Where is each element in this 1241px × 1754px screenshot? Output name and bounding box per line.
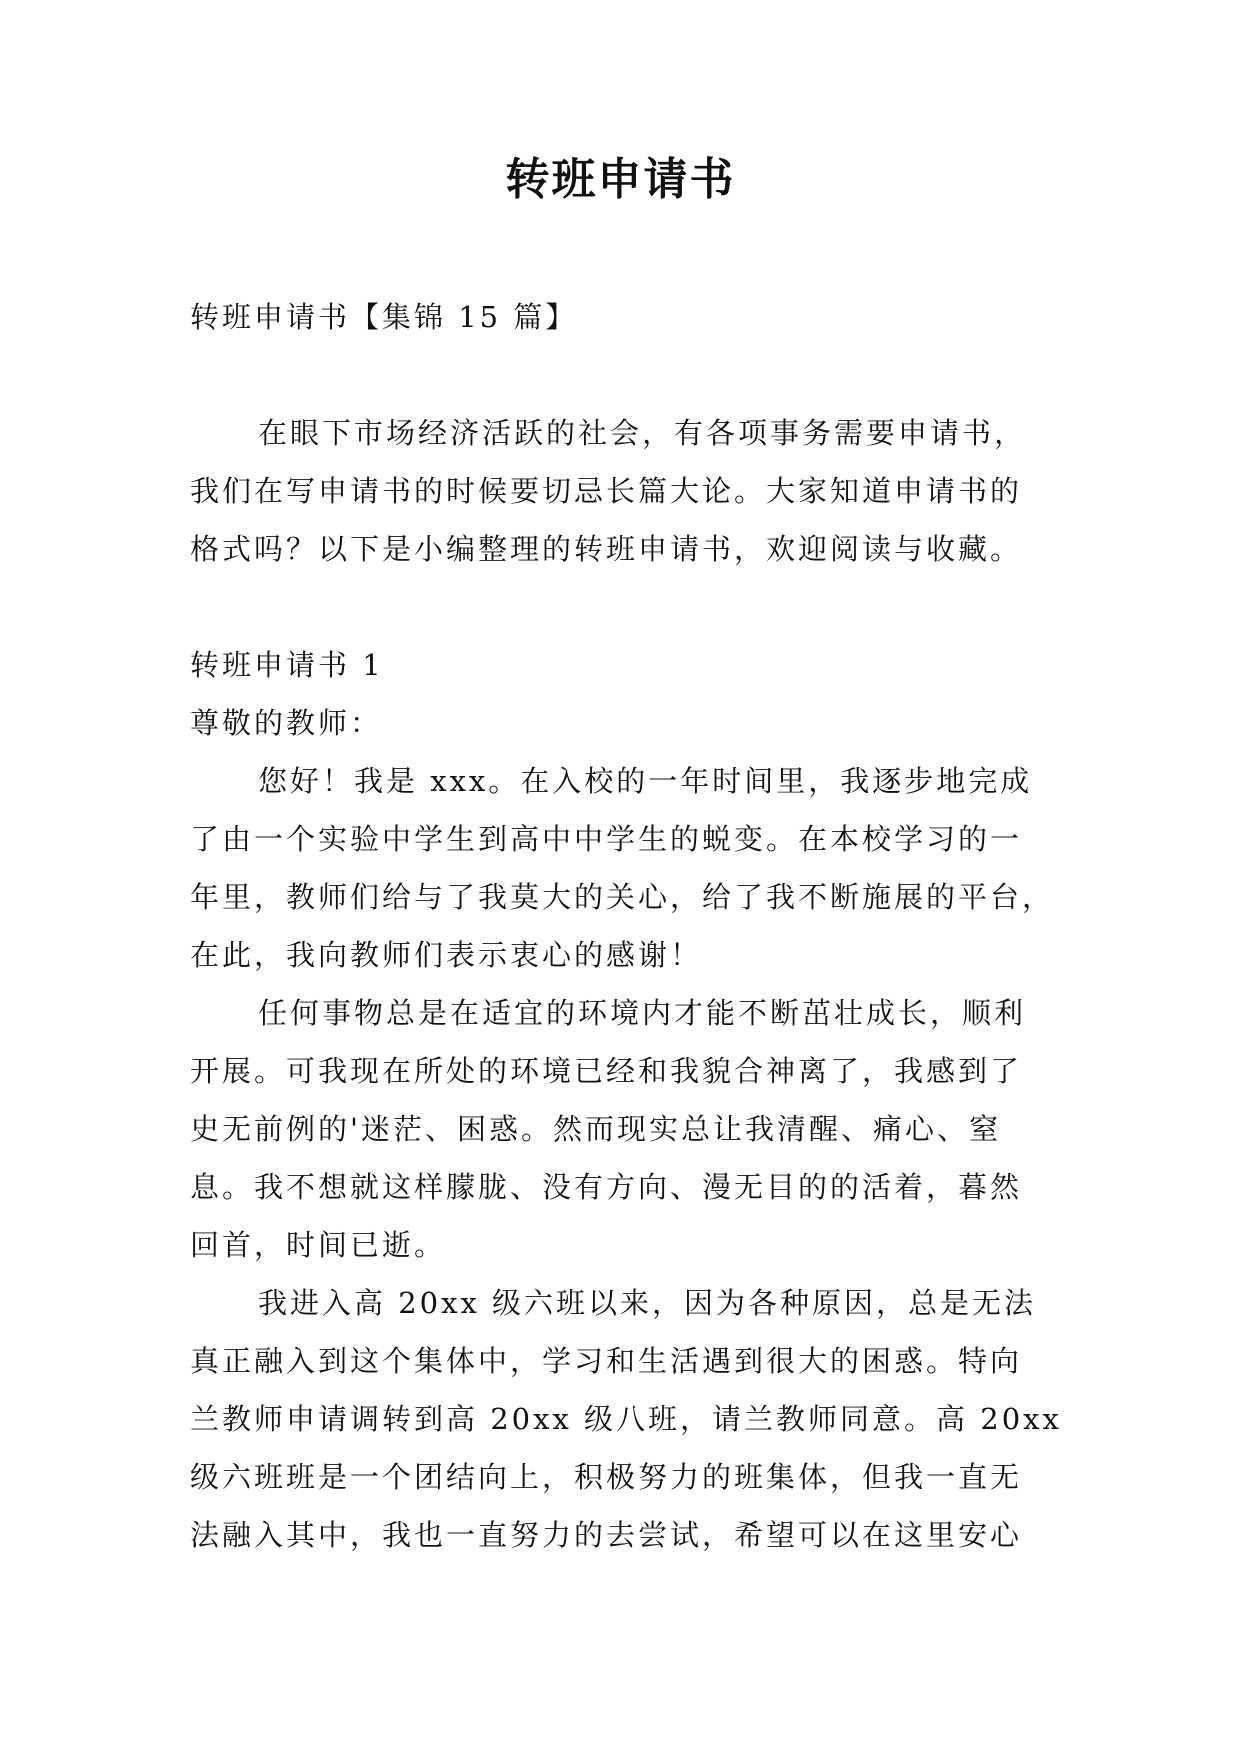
intro-paragraph [190,404,1070,578]
paragraph-line: 法融入其中，我也一直努力的去尝试，希望可以在这里安心 [190,1518,1023,1552]
paragraph-line: 在此，我向教师们表示衷心的感谢！ [190,938,703,972]
salutation: 尊敬的教师： [190,706,383,740]
document-body [190,288,1070,1564]
paragraph-line: 兰教师申请调转到高 20xx 级八班，请兰教师同意。高 20xx [190,1402,1062,1436]
paragraph-line: 任何事物总是在适宜的环境内才能不断茁壮成长，顺利 [258,996,1027,1030]
paragraph-line: 史无前例的'迷茫、困惑。然而现实总让我清醒、痛心、窒 [190,1112,1001,1146]
spacer [190,578,1070,636]
paragraph-line: 回首，时间已逝。 [190,1228,447,1262]
paragraph-1 [190,752,1070,984]
paragraph-line: 您好！我是 xxx。在入校的一年时间里，我逐步地完成 [258,764,1033,798]
intro-line: 在眼下市场经济活跃的社会，有各项事务需要申请书， [258,416,1027,450]
spacer [190,346,1070,404]
paragraph-3 [190,1274,1070,1564]
section-heading: 转班申请书 1 [190,648,384,682]
paragraph-line: 年里，教师们给与了我莫大的关心，给了我不断施展的平台， [190,880,1055,914]
intro-line: 格式吗？以下是小编整理的转班申请书，欢迎阅读与收藏。 [190,532,1023,566]
paragraph-line: 息。我不想就这样朦胧、没有方向、漫无目的的活着，暮然 [190,1170,1023,1204]
paragraph-line: 了由一个实验中学生到高中中学生的蜕变。在本校学习的一 [190,822,1023,856]
paragraph-line: 级六班班是一个团结向上，积极努力的班集体，但我一直无 [190,1460,1023,1494]
intro-line: 我们在写申请书的时候要切忌长篇大论。大家知道申请书的 [190,474,1023,508]
paragraph-2 [190,984,1070,1274]
paragraph-line: 真正融入到这个集体中，学习和生活遇到很大的困惑。特向 [190,1344,1023,1378]
document-subtitle: 转班申请书【集锦 15 篇】 [190,300,578,334]
paragraph-line: 开展。可我现在所处的环境已经和我貌合神离了，我感到了 [190,1054,1023,1088]
document-title: 转班申请书 [505,154,736,205]
paragraph-line: 我进入高 20xx 级六班以来，因为各种原因，总是无法 [258,1286,1037,1320]
